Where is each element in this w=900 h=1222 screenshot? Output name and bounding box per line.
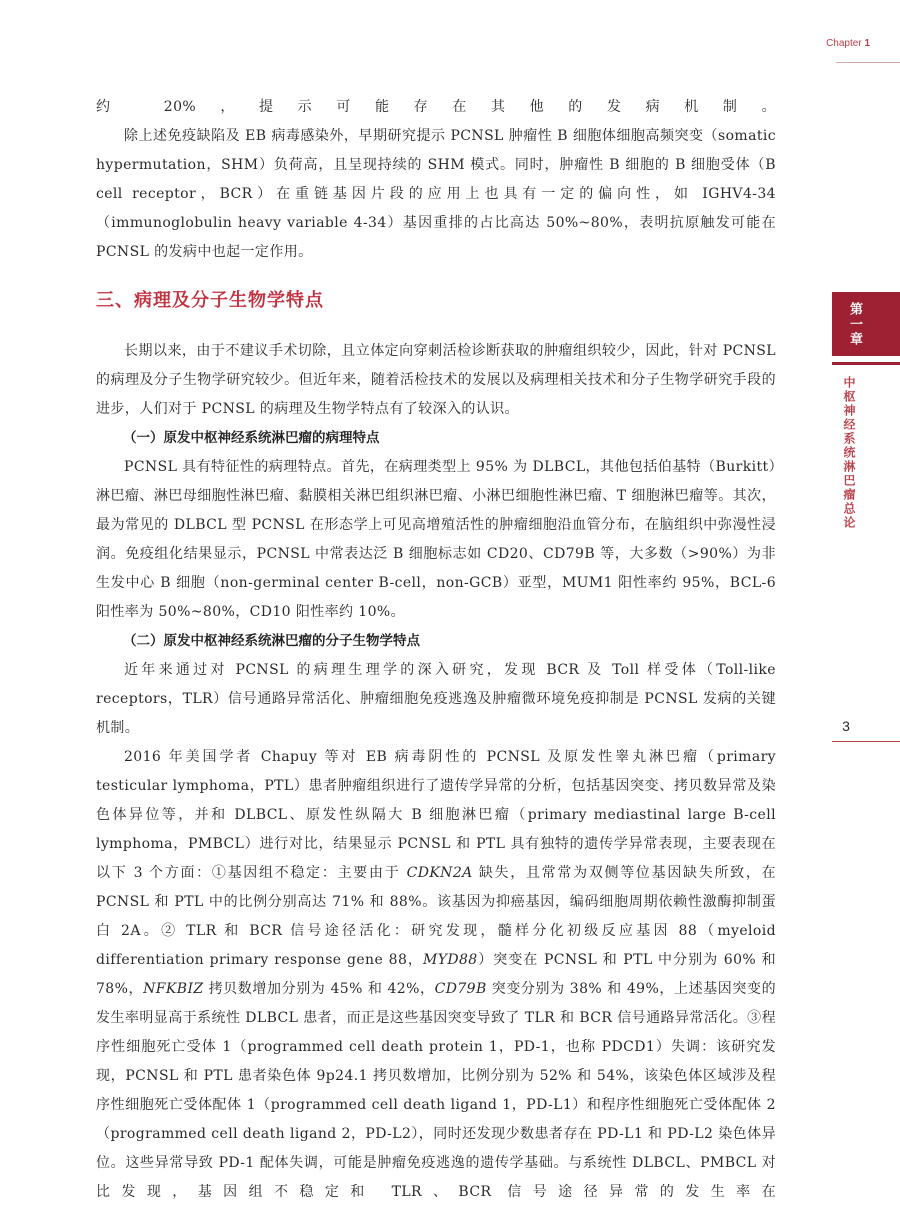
gene-name: NFKBIZ bbox=[143, 981, 204, 997]
chapter-tab bbox=[832, 292, 900, 356]
section-heading: 三、病理及分子生物学特点 bbox=[96, 290, 324, 311]
subheading-pathology: （一）原发中枢神经系统淋巴瘤的病理特点 bbox=[123, 430, 380, 446]
running-head bbox=[826, 38, 870, 49]
chapter-tab-divider bbox=[832, 362, 900, 365]
text-run: 2016 年美国学者 Chapuy 等对 EB 病毒阴性的 PCNSL 及原发性睾丸淋巴瘤（primary testicular lymphoma，PTL）患者肿瘤组织进行了遗传学异常的分析，包括基因突变、拷贝数异常及染色体异位等，并和 DLBCL、原发性纵隔大 B 细胞淋巴瘤（primary mediastinal large B-cell lymphoma，PMBCL）进行对比，结果显示 PCNSL 和 PTL 具有独特的遗传学异常表现，主要表现在以下 3 个方面：①基因组不稳定：主要由于 bbox=[96, 749, 776, 881]
subheading-molecular: （二）原发中枢神经系统淋巴瘤的分子生物学特点 bbox=[123, 633, 420, 649]
text-run: 缺失，且常常为双侧等位基因缺失所致，在 PCNSL 和 PTL 中的比例分别高达 71% 和 88%。该基因为抑癌基因，编码细胞周期依赖性激酶抑制蛋白 2A。② TLR 和 BCR 信号途径活化：研究发现，髓样分化初级反应基因 88（myeloid differentiation primary response gene 88， bbox=[96, 865, 776, 968]
page-number: 3 bbox=[842, 718, 850, 734]
paragraph-intro: 长期以来，由于不建议手术切除，且立体定向穿刺活检诊断获取的肿瘤组织较少，因此，针对 PCNSL 的病理及分子生物学研究较少。但近年来，随着活检技术的发展以及病理相关技术和分子生物学研究手段的进步，人们对于 PCNSL 的病理及生物学特点有了较深入的认识。 bbox=[96, 343, 776, 417]
gene-name: MYD88 bbox=[422, 952, 478, 968]
running-head-chapter-number: 1 bbox=[864, 38, 870, 49]
gene-name: CD79B bbox=[434, 981, 487, 997]
header-divider bbox=[836, 62, 900, 63]
text-run: 拷贝数增加分别为 45% 和 42%， bbox=[203, 981, 435, 997]
main-text-column bbox=[96, 93, 776, 1207]
paragraph-continuation: 约 20%，提示可能存在其他的发病机制。 bbox=[96, 99, 776, 115]
chapter-side-title: 中枢神经系统淋巴瘤总论 bbox=[842, 376, 856, 530]
chapter-tab-label: 第一章 bbox=[847, 302, 862, 347]
text-run: ）突变在 PCNSL 和 PTL 中分别为 60% 和 78%， bbox=[96, 952, 776, 997]
page-number-divider bbox=[832, 741, 900, 742]
gene-name: CDKN2A bbox=[406, 865, 473, 881]
paragraph-pathology: PCNSL 具有特征性的病理特点。首先，在病理类型上 95% 为 DLBCL，其他包括伯基特（Burkitt）淋巴瘤、淋巴母细胞性淋巴瘤、黏膜相关淋巴组织淋巴瘤、小淋巴细胞性淋巴瘤、T 细胞淋巴瘤等。其次，最为常见的 DLBCL 型 PCNSL 在形态学上可见高增殖活性的肿瘤细胞沿血管分布，在脑组织中弥漫性浸润。免疫组化结果显示，PCNSL 中常表达泛 B 细胞标志如 CD20、CD79B 等，大多数（>90%）为非生发中心 B 细胞（non-germinal center B-cell，non-GCB）亚型，MUM1 阳性率约 95%，BCL-6 阳性率为 50%~80%，CD10 阳性率约 10%。 bbox=[96, 459, 776, 620]
paragraph-shm: 除上述免疫缺陷及 EB 病毒感染外，早期研究提示 PCNSL 肿瘤性 B 细胞体细胞高频突变（somatic hypermutation，SHM）负荷高，且呈现持续的 SHM 模式。同时，肿瘤性 B 细胞的 B 细胞受体（B cell receptor，BCR）在重链基因片段的应用上也具有一定的偏向性，如 IGHV4-34（immunoglobulin heavy variable 4-34）基因重排的占比高达 50%~80%，表明抗原触发可能在 PCNSL 的发病中也起一定作用。 bbox=[96, 128, 776, 260]
paragraph-mechanism: 近年来通过对 PCNSL 的病理生理学的深入研究，发现 BCR 及 Toll 样受体（Toll-like receptors，TLR）信号通路异常活化、肿瘤细胞免疫逃逸及肿瘤微环境免疫抑制是 PCNSL 发病的关键机制。 bbox=[96, 662, 776, 736]
text-run: 突变分别为 38% 和 49%，上述基因突变的发生率明显高于系统性 DLBCL 患者，而正是这些基因突变导致了 TLR 和 BCR 信号通路异常活化。③程序性细胞死亡受体 1（programmed cell death protein 1，PD-1，也称 PDCD1）失调：该研究发现，PCNSL 和 PTL 患者染色体 9p24.1 拷贝数增加，比例分别为 52% 和 54%，该染色体区域涉及程序性细胞死亡受体配体 1（programmed cell death ligand 1，PD-L1）和程序性细胞死亡受体配体 2（programmed cell death ligand 2，PD-L2），同时还发现少数患者存在 PD-L1 和 PD-L2 染色体异位。这些异常导致 PD-1 配体失调，可能是肿瘤免疫逃逸的遗传学基础。与系统性 DLBCL、PMBCL 对比发现，基因组不稳定和 TLR、BCR 信号途径异常的发生率在 bbox=[96, 981, 776, 1200]
running-head-label: Chapter bbox=[826, 38, 865, 49]
paragraph-chapuy-study bbox=[96, 743, 776, 1207]
